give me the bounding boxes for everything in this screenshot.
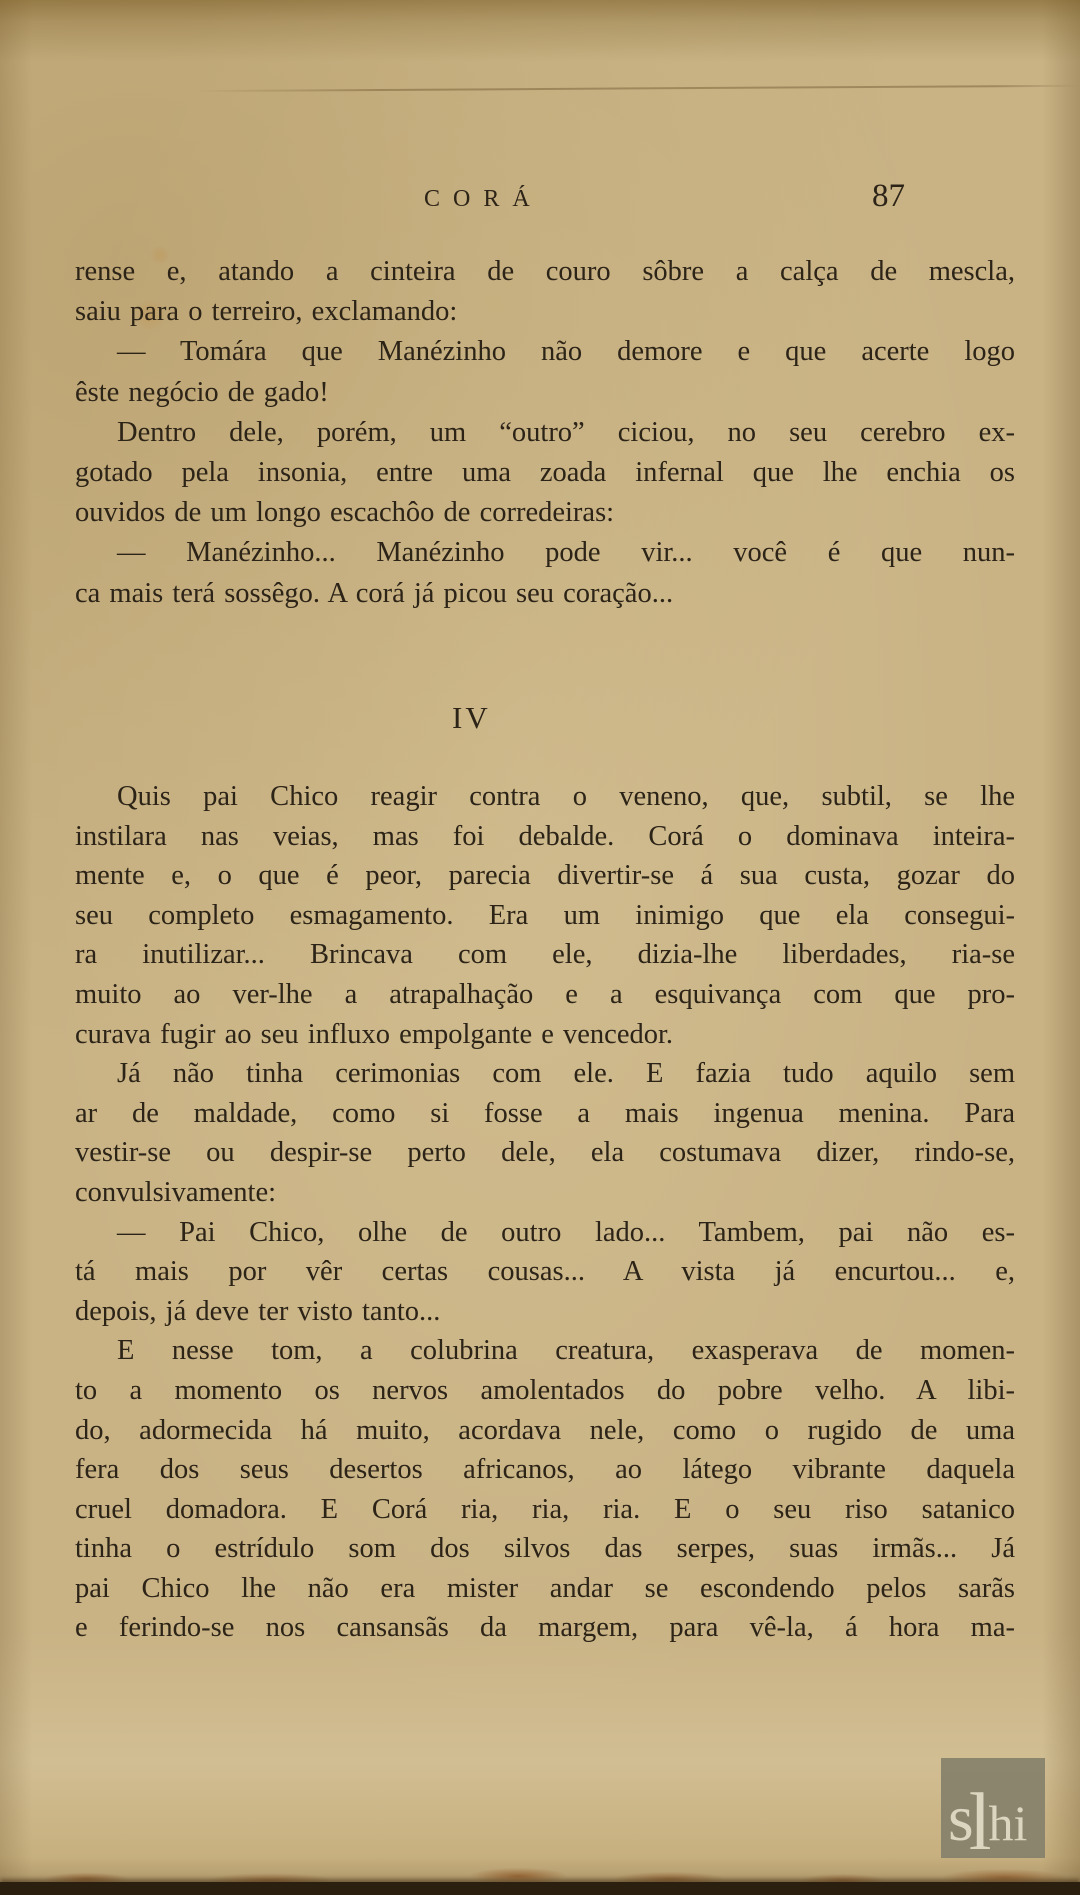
page-bottom-edge bbox=[0, 1882, 1080, 1895]
text-line: ar de maldade, como si fosse a mais ingenua menina. Para bbox=[75, 1097, 1015, 1129]
text-line: — Tomára que Manézinho não demore e que acerte logo bbox=[117, 336, 1015, 368]
text-line: curava fugir ao seu influxo empolgante e vencedor. bbox=[75, 1018, 674, 1050]
text-line: mente e, o que é peor, parecia divertir-se á sua custa, gozar do bbox=[75, 860, 1015, 892]
text-line: fera dos seus desertos africanos, ao látego vibrante daquela bbox=[75, 1454, 1015, 1486]
text-line: cruel domadora. E Corá ria, ria, ria. E o seu riso satanico bbox=[75, 1493, 1015, 1525]
text-line: depois, já deve ter visto tanto... bbox=[75, 1295, 441, 1327]
text-line: ra inutilizar... Brincava com ele, dizia-lhe liberdades, ria-se bbox=[75, 939, 1015, 971]
paper-crease-line bbox=[0, 85, 1080, 94]
page-number: 87 bbox=[872, 178, 905, 214]
text-line: pai Chico lhe não era mister andar se escondendo pelos sarãs bbox=[75, 1572, 1015, 1604]
text-line: rense e, atando a cinteira de couro sôbre a calça de mescla, bbox=[75, 256, 1015, 287]
text-line: ca mais terá sossêgo. A corá já picou seu coração... bbox=[75, 577, 674, 609]
section-heading: IV bbox=[452, 700, 491, 735]
text-line: ouvidos de um longo escachôo de corredeiras: bbox=[75, 497, 615, 529]
text-line: convulsivamente: bbox=[75, 1176, 277, 1208]
text-line: tá mais por vêr certas cousas... A vista já encurtou... e, bbox=[75, 1256, 1015, 1288]
watermark-letter-h: h bbox=[988, 1795, 1014, 1851]
text-line: to a momento os nervos amolentados do pobre velho. A libi- bbox=[75, 1374, 1015, 1406]
text-line: muito ao ver-lhe a atrapalhação e a esquivança com que pro- bbox=[75, 978, 1015, 1010]
text-line: Já não tinha cerimonias com ele. E fazia tudo aquilo sem bbox=[117, 1058, 1015, 1090]
text-block-main bbox=[75, 777, 1015, 1648]
text-line: Quis pai Chico reagir contra o veneno, que, subtil, se lhe bbox=[117, 781, 1015, 812]
text-line: êste negócio de gado! bbox=[75, 376, 329, 408]
watermark-letter-s: s bbox=[948, 1782, 974, 1855]
watermark-letter-i: i bbox=[1013, 1795, 1028, 1851]
watermark-logo bbox=[948, 1772, 1028, 1858]
text-line: tinha o estrídulo som dos silvos das serpes, suas irmãs... Já bbox=[75, 1533, 1015, 1565]
running-title: CORÁ bbox=[424, 186, 543, 212]
text-line: seu completo esmagamento. Era um inimigo que ela consegui- bbox=[75, 899, 1015, 931]
text-line: gotado pela insonia, entre uma zoada infernal que lhe enchia os bbox=[75, 457, 1015, 489]
text-line: E nesse tom, a colubrina creatura, exasperava de momen- bbox=[117, 1335, 1015, 1367]
watermark-letter-l: l bbox=[968, 1776, 992, 1858]
library-watermark bbox=[941, 1758, 1045, 1858]
text-line: saiu para o terreiro, exclamando: bbox=[75, 296, 458, 328]
text-line: do, adormecida há muito, acordava nele, como o rugido de uma bbox=[75, 1414, 1015, 1446]
text-line: — Pai Chico, olhe de outro lado... Tambem, pai não es- bbox=[117, 1216, 1015, 1248]
page-bottom-stains bbox=[0, 1858, 1080, 1884]
text-line: Dentro dele, porém, um “outro” ciciou, no seu cerebro ex- bbox=[117, 416, 1015, 448]
text-line: instilara nas veias, mas foi debalde. Corá o dominava inteira- bbox=[75, 820, 1015, 852]
text-block-top bbox=[75, 252, 1015, 614]
text-line: — Manézinho... Manézinho pode vir... você é que nun- bbox=[117, 537, 1015, 569]
text-line: e ferindo-se nos cansansãs da margem, para vê-la, á hora ma- bbox=[75, 1612, 1015, 1644]
text-line: vestir-se ou despir-se perto dele, ela costumava dizer, rindo-se, bbox=[75, 1137, 1015, 1169]
